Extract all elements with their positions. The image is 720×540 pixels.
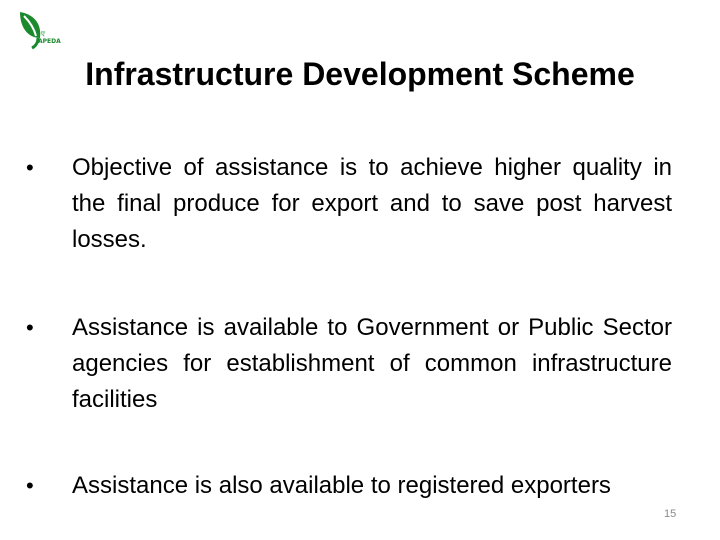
slide-title: Infrastructure Development Scheme [85,56,635,92]
list-item [26,310,672,418]
bullet-text: Objective of assistance is to achieve higher quality in the final produce for export and to save post harvest losses. [72,154,672,253]
bullet-text: Assistance is also available to registered exporters [72,472,611,499]
bullet-text: Assistance is available to Government or Public Sector agencies for establishment of common infrastructure facilities [72,314,672,413]
bullet-marker: • [26,315,34,340]
list-item [26,468,672,504]
logo-text: APEDA [38,38,61,45]
bullet-marker: • [26,155,34,180]
bullet-marker: • [26,473,34,498]
svg-text:ए: ए [41,30,45,38]
list-item [26,150,672,258]
page-number: 15 [664,508,677,520]
